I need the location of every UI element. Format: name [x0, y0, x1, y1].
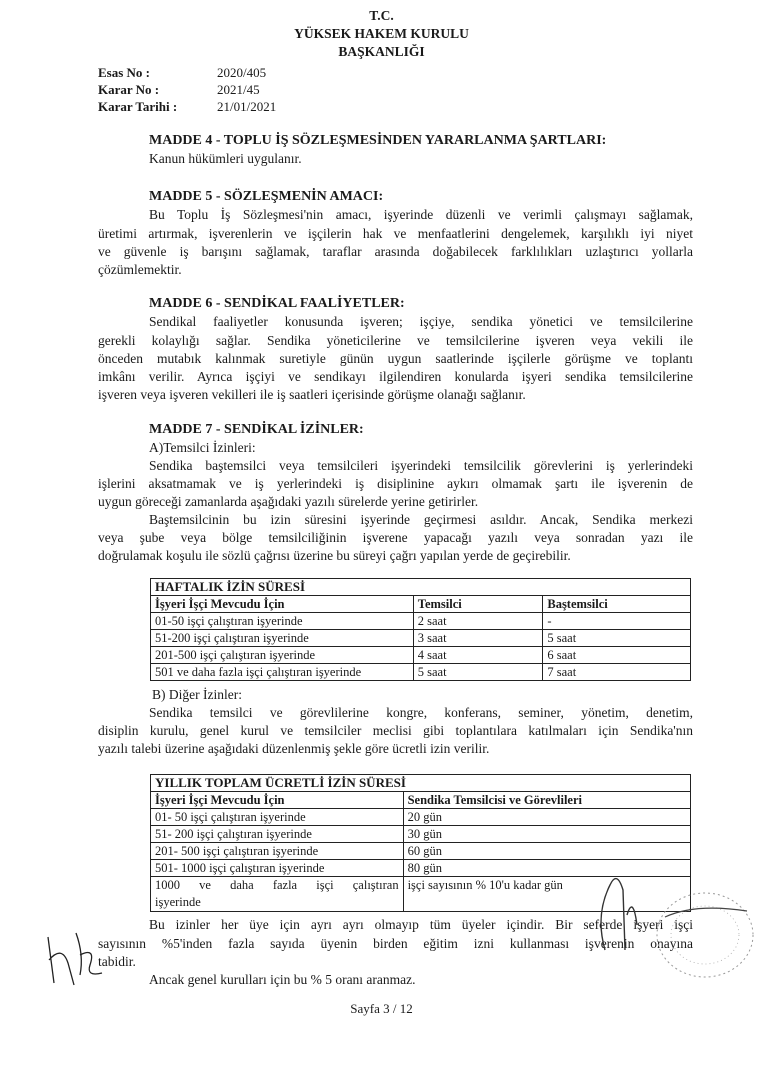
table-cell: 80 gün — [403, 860, 690, 877]
madde7-line: işlerini aksatmamak ve iş yerlerindeki iş disiplinine aykırı olmamak şartı ile işverenin de — [98, 476, 693, 491]
madde6-line: imkânı verilir. Ayrıca işçiyi ve sendikayı ilgilendiren konularda işyeri sendika temsilcilerine — [98, 369, 693, 384]
table-cell: 60 gün — [403, 843, 690, 860]
table-header-cell: Baştemsilci — [543, 596, 691, 613]
madde7-line: doğrulamak koşulu ile sözlü çağrısı üzerine bu süreyi çağrı yapılan yerde de geçirebilir. — [98, 548, 571, 563]
table-cell: 51- 200 işçi çalıştıran işyerinde — [151, 826, 404, 843]
madde7-line: yazılı talebi üzerine aşağıdaki düzenlenmiş şekle göre ücretli izin verilir. — [98, 741, 490, 756]
madde7-subheading-b: B) Diğer İzinler: — [152, 687, 242, 702]
weekly-table-title: HAFTALIK İZİN SÜRESİ — [151, 579, 691, 596]
madde5-line: çözümlemektir. — [98, 262, 182, 277]
table-cell: 6 saat — [543, 647, 691, 664]
closing-line: Ancak genel kurulları için bu % 5 oranı aranmaz. — [149, 972, 416, 987]
madde7-line: Sendika baştemsilci veya temsilcileri işyerindeki temsilcilik görevlerini iş yerlerindeki — [149, 458, 693, 473]
closing-line: sayısının %5'inden fazla sayıda üyenin birden eğitim izni kullanması işverenin onayına — [98, 936, 693, 951]
madde4-line: Kanun hükümleri uygulanır. — [149, 151, 302, 166]
table-header-cell: İşyeri İşçi Mevcudu İçin — [151, 596, 414, 613]
closing-line: tabidir. — [98, 954, 136, 969]
table-cell-line: 1000 ve daha fazla işçi çalıştıran — [155, 878, 399, 892]
header-institution: YÜKSEK HAKEM KURULU — [294, 26, 469, 41]
table-header-cell: Sendika Temsilcisi ve Görevlileri — [403, 792, 690, 809]
table-row — [151, 613, 691, 630]
madde4-heading: MADDE 4 - TOPLU İŞ SÖZLEŞMESİNDEN YARARLANMA ŞARTLARI: — [149, 133, 607, 148]
karar-value: 2021/45 — [217, 82, 260, 97]
handwritten-initials — [40, 925, 120, 990]
table-cell: 51-200 işçi çalıştıran işyerinde — [151, 630, 414, 647]
madde6-line: Sendikal faaliyetler konusunda işveren; işçiye, sendika yönetici ve temsilcilerine — [149, 314, 693, 329]
table-header-cell: Temsilci — [413, 596, 543, 613]
madde5-line: Bu Toplu İş Sözleşmesi'nin amacı, işyerinde düzenli ve verimli çalışmayı sağlamak, — [149, 207, 693, 222]
table-cell: 4 saat — [413, 647, 543, 664]
madde6-line: önceden mutabık kalınmak suretiyle günün uygun saatlerinde işçilerle görüşme ve toplantı — [98, 351, 693, 366]
header-tc: T.C. — [369, 8, 394, 23]
table-cell: işçi sayısının % 10'u kadar gün — [403, 877, 690, 912]
madde7-heading: MADDE 7 - SENDİKAL İZİNLER: — [149, 422, 364, 437]
table-cell: 201- 500 işçi çalıştıran işyerinde — [151, 843, 404, 860]
table-cell: 7 saat — [543, 664, 691, 681]
table-cell: 501- 1000 işçi çalıştıran işyerinde — [151, 860, 404, 877]
table-cell: 3 saat — [413, 630, 543, 647]
table-cell: 501 ve daha fazla işçi çalıştıran işyerinde — [151, 664, 414, 681]
table-row — [151, 647, 691, 664]
table-row — [151, 809, 691, 826]
table-row — [151, 664, 691, 681]
table-cell: 01-50 işçi çalıştıran işyerinde — [151, 613, 414, 630]
weekly-leave-table — [150, 578, 691, 681]
header-presidency: BAŞKANLIĞI — [338, 44, 425, 59]
madde7-line: Sendika temsilci ve görevlilerine kongre, konferans, seminer, yönetim, denetim, — [149, 705, 693, 720]
annual-table-title: YILLIK TOPLAM ÜCRETLİ İZİN SÜRESİ — [151, 775, 691, 792]
table-cell: 5 saat — [543, 630, 691, 647]
madde5-line: ve güvenle iş barışını sağlamak, taraflar arasında doğabilecek farklılıkları uzlaştırıcı yollarla — [98, 244, 693, 259]
karar-tarihi-value: 21/01/2021 — [217, 99, 277, 114]
table-cell: 20 gün — [403, 809, 690, 826]
karar-tarihi-label: Karar Tarihi : — [98, 99, 178, 114]
table-cell: - — [543, 613, 691, 630]
esas-value: 2020/405 — [217, 65, 267, 80]
madde7-subheading-a: A)Temsilci İzinleri: — [149, 440, 256, 455]
case-metadata — [98, 65, 276, 116]
table-row — [151, 630, 691, 647]
madde5-heading: MADDE 5 - SÖZLEŞMENİN AMACI: — [149, 189, 384, 204]
karar-label: Karar No : — [98, 82, 160, 97]
page-number: Sayfa 3 / 12 — [350, 1001, 413, 1016]
esas-label: Esas No : — [98, 65, 151, 80]
table-row — [151, 826, 691, 843]
madde6-heading: MADDE 6 - SENDİKAL FAALİYETLER: — [149, 296, 405, 311]
madde6-line: gerekli kolaylığı sağlar. Sendika yöneticilerine ve temsilcilerine işveren veya vekili ile — [98, 333, 693, 348]
closing-line: Bu izinler her üye için ayrı ayrı olmayıp tüm üyeler içindir. Bir seferde işyeri işçi — [149, 917, 693, 932]
table-cell: 5 saat — [413, 664, 543, 681]
madde7-line: uygun göreceği zamanlarda aşağıdaki yazılı sürelerde yerine getirirler. — [98, 494, 479, 509]
madde7-line: Baştemsilcinin bu izin süresini işyerinde geçirmesi asıldır. Ancak, Sendika merkezi — [149, 512, 693, 527]
madde6-line: işveren veya işveren vekilleri ile iş saatleri içerisinde görüşme olanağı sağlanır. — [98, 387, 526, 402]
table-cell: 2 saat — [413, 613, 543, 630]
table-cell: 01- 50 işçi çalıştıran işyerinde — [151, 809, 404, 826]
table-header-cell: İşyeri İşçi Mevcudu İçin — [151, 792, 404, 809]
madde5-line: üretimi artırmak, işverenlerin ve işçilerin hak ve menfaatlerini dengelemek, karşılıklı iyi niyet — [98, 226, 693, 241]
madde7-line: disiplin kurulu, genel kurul ve temsilciler meclisi gibi toplantılara katılmaları için Sendika'nın — [98, 723, 693, 738]
signature-stamp — [575, 855, 760, 990]
table-cell — [151, 877, 404, 912]
madde7-line: veya şube veya bölge temsilciliğinin işverene yapacağı yazılı veya sonradan yazı ile — [98, 530, 693, 545]
table-cell-line: işyerinde — [155, 895, 201, 909]
table-cell: 201-500 işçi çalıştıran işyerinde — [151, 647, 414, 664]
table-cell: 30 gün — [403, 826, 690, 843]
